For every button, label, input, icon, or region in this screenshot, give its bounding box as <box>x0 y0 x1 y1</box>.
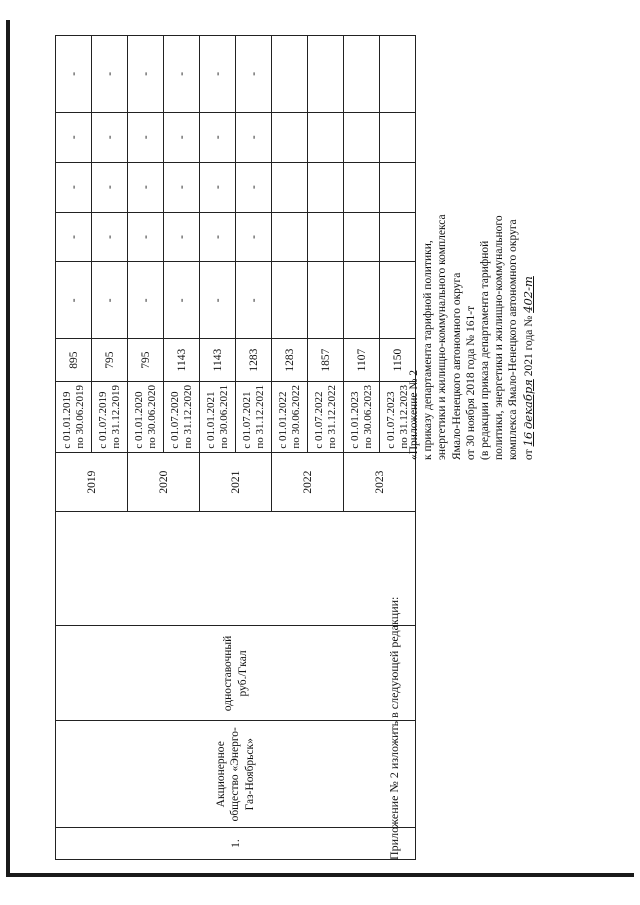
year-cell: 2023 <box>344 452 416 512</box>
period-to: по 30.06.2022 <box>289 385 302 449</box>
dash-cell <box>308 112 344 162</box>
handwritten-month: декабря <box>520 379 535 429</box>
dash-cell <box>344 162 380 212</box>
tariff-table <box>55 35 416 860</box>
appendix-line: Ямало-Ненецкого автономного округа <box>450 272 463 460</box>
period-cell <box>56 382 92 453</box>
dash-cell: - <box>128 36 164 113</box>
period-cell <box>236 382 272 453</box>
period-to: по 31.12.2022 <box>325 385 338 449</box>
dash-cell: - <box>128 212 164 262</box>
tariff-value: 795 <box>128 339 164 382</box>
dash-cell: - <box>56 262 92 339</box>
period-from: с 01.01.2022 <box>276 391 289 449</box>
dash-cell: - <box>236 262 272 339</box>
dash-cell: - <box>236 36 272 113</box>
tariff-value: 1143 <box>164 339 200 382</box>
period-cell <box>344 382 380 453</box>
period-from: с 01.01.2020 <box>132 391 145 449</box>
dash-cell <box>308 212 344 262</box>
dash-cell: - <box>164 212 200 262</box>
dash-cell <box>344 212 380 262</box>
dash-cell: - <box>200 262 236 339</box>
period-to: по 30.06.2019 <box>73 385 86 449</box>
year-cell: 2020 <box>128 452 200 512</box>
dash-cell: - <box>236 112 272 162</box>
period-cell <box>200 382 236 453</box>
tariff-value: 895 <box>56 339 92 382</box>
period-to: по 30.06.2020 <box>145 385 158 449</box>
intro-text: Приложение № 2 изложить в следующей редакции: <box>387 596 401 860</box>
period-cell <box>308 382 344 453</box>
dash-cell <box>380 162 416 212</box>
dash-cell <box>344 262 380 339</box>
appendix-line: политики, энергетики и жилищно-коммунального <box>493 215 506 460</box>
period-to: по 31.12.2020 <box>181 385 194 449</box>
tariff-type: одноставочный руб./Гкал <box>56 626 416 721</box>
dash-cell: - <box>92 162 128 212</box>
dash-cell <box>308 262 344 339</box>
dash-cell: - <box>200 212 236 262</box>
appendix-line: энергетики и жилищно-коммунального комплекса <box>436 214 449 460</box>
scan-border-left <box>6 20 10 876</box>
dash-cell: - <box>92 262 128 339</box>
dash-cell: - <box>56 36 92 113</box>
tariff-table-body <box>56 36 416 860</box>
dash-cell: - <box>128 162 164 212</box>
period-cell <box>272 382 308 453</box>
tariff-value: 1150 <box>380 339 416 382</box>
dash-cell <box>308 162 344 212</box>
dash-cell: - <box>164 36 200 113</box>
dash-cell: - <box>164 162 200 212</box>
dash-cell <box>308 36 344 113</box>
dash-cell: - <box>56 212 92 262</box>
table-row <box>56 36 92 860</box>
year-cell: 2022 <box>272 452 344 512</box>
dash-cell <box>272 162 308 212</box>
dash-cell: - <box>164 112 200 162</box>
dash-cell: - <box>56 112 92 162</box>
period-to: по 30.06.2023 <box>361 385 374 449</box>
period-to: по 30.06.2021 <box>217 385 230 449</box>
period-from: с 01.07.2020 <box>168 391 181 449</box>
period-from: с 01.01.2019 <box>60 391 73 449</box>
tariff-value: 1107 <box>344 339 380 382</box>
dash-cell: - <box>128 262 164 339</box>
period-from: с 01.07.2021 <box>240 391 253 449</box>
tariff-value: 1857 <box>308 339 344 382</box>
period-cell <box>128 382 164 453</box>
tariff-value: 1283 <box>236 339 272 382</box>
tariff-value: 1143 <box>200 339 236 382</box>
dash-cell <box>272 36 308 113</box>
dash-cell: - <box>92 212 128 262</box>
year-text: 2021 года № <box>522 315 535 377</box>
dash-cell: - <box>200 162 236 212</box>
period-to: по 31.12.2019 <box>109 385 122 449</box>
handwritten-number: 402-т <box>520 276 535 313</box>
appendix-line: комплекса Ямало-Ненецкого автономного округа <box>507 219 520 460</box>
period-to: по 31.12.2023 <box>397 385 410 449</box>
dash-cell <box>272 212 308 262</box>
dash-cell: - <box>92 36 128 113</box>
rotated-page <box>35 35 620 880</box>
year-cell: 2019 <box>56 452 128 512</box>
dash-cell: - <box>56 162 92 212</box>
period-from: с 01.01.2023 <box>348 391 361 449</box>
dash-cell <box>272 112 308 162</box>
tariff-value: 795 <box>92 339 128 382</box>
appendix-header <box>407 214 536 460</box>
period-cell <box>164 382 200 453</box>
dash-cell: - <box>200 112 236 162</box>
appendix-line: (в редакции приказа департамента тарифной <box>479 240 492 460</box>
period-from: с 01.07.2022 <box>312 391 325 449</box>
dash-cell <box>344 112 380 162</box>
period-cell <box>92 382 128 453</box>
dash-cell <box>272 262 308 339</box>
dash-cell: - <box>128 112 164 162</box>
dash-cell <box>344 36 380 113</box>
appendix-line: «Приложение № 2 <box>408 370 420 460</box>
period-to: по 31.12.2021 <box>253 385 266 449</box>
date-prefix: от <box>522 449 535 460</box>
appendix-line: от 30 ноября 2018 года № 161-т <box>464 305 477 460</box>
dash-cell: - <box>236 212 272 262</box>
dash-cell <box>380 112 416 162</box>
appendix-date-line <box>521 214 536 460</box>
tariff-value: 1283 <box>272 339 308 382</box>
period-from: с 01.07.2019 <box>96 391 109 449</box>
period-from: с 01.01.2021 <box>204 391 217 449</box>
dash-cell: - <box>236 162 272 212</box>
organization-name: Акционерное общество «Энерго-Газ-Ноябрьск» <box>56 721 416 828</box>
appendix-line: к приказу департамента тарифной политики, <box>422 240 435 460</box>
dash-cell: - <box>164 262 200 339</box>
dash-cell: - <box>200 36 236 113</box>
dash-cell: - <box>92 112 128 162</box>
period-from: с 01.07.2023 <box>384 391 397 449</box>
handwritten-day: 16 <box>520 431 535 447</box>
row-number: 1. <box>56 828 416 860</box>
dash-cell <box>380 36 416 113</box>
empty-cell <box>56 512 416 626</box>
year-cell: 2021 <box>200 452 272 512</box>
